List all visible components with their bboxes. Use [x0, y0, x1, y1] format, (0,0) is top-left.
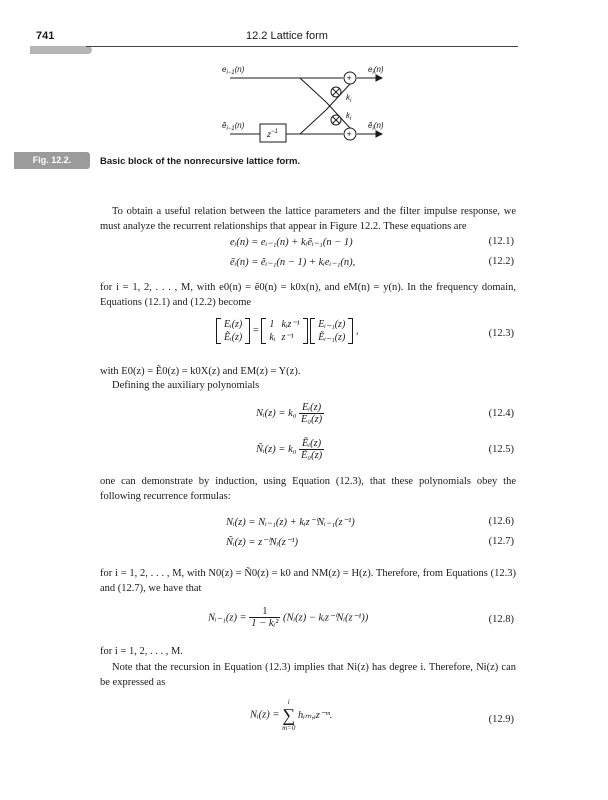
paragraph-5: one can demonstrate by induction, using Equation (12.3), that these polynomials obey the following recurrence formulas: — [100, 476, 516, 502]
equation-number: (12.3) — [488, 328, 514, 339]
label-k-bottom: $k_i$ — [346, 111, 352, 122]
equation-expr: ẽᵢ(n) = ẽᵢ₋₁(n − 1) + kᵢeᵢ₋₁(n), — [230, 257, 356, 268]
equation-12-5: Ñᵢ(z) = k₀ $\frac{\text{Ẽᵢ(z)}}{\text{Ẽ₀(z)}}$ (12.5) — [256, 438, 514, 461]
equation-12-6 — [100, 516, 516, 532]
label-delay: $z^{-1}$ — [267, 129, 278, 139]
equation-number: (12.9) — [488, 714, 514, 725]
header-tab-bar — [30, 46, 92, 54]
equation-number: (12.1) — [488, 236, 514, 247]
bottom-output-arrow — [376, 131, 382, 137]
page-number: 741 — [36, 30, 55, 42]
paragraph-4: Defining the auxiliary polynomials — [112, 380, 260, 391]
equation-number: (12.4) — [488, 408, 514, 419]
equation-number: (12.2) — [488, 256, 514, 267]
label-out-bottom: ẽ$_i$(n) — [368, 121, 384, 132]
equation-number: (12.8) — [488, 614, 514, 625]
top-output-arrow — [376, 75, 382, 81]
equation-12-8: Nᵢ₋₁(z) = $\frac{1}{\text{1 − kᵢ²}}$ (Nᵢ(z) − kᵢz⁻ⁱNᵢ(z⁻¹)) (12.8) — [208, 606, 514, 629]
paragraph-8: Note that the recursion in Equation (12.3) implies that Ni(z) has degree i. Therefore, Ni(z) can be expressed as — [100, 662, 516, 688]
equation-12-1 — [100, 236, 516, 252]
lattice-block-diagram — [200, 62, 440, 166]
equation-number: (12.6) — [488, 516, 514, 527]
paragraph-7: for i = 1, 2, . . . , M. — [100, 646, 183, 657]
equation-expr: Nᵢ(z) = Nᵢ₋₁(z) + kᵢz⁻ⁱNᵢ₋₁(z⁻¹) — [226, 517, 355, 528]
paragraph-6: for i = 1, 2, . . . , M, with N0(z) = Ñ0(z) = k0 and NM(z) = H(z). Therefore, from Equations (12.3) and (12.7), we have that — [100, 568, 516, 594]
transfer-matrix: 1 kᵢz⁻¹ kᵢ z⁻¹ — [261, 318, 307, 344]
figure-label: Fig. 12.2. — [14, 152, 90, 169]
equation-expr: Ñᵢ(z) = z⁻ⁱNᵢ(z⁻¹) — [226, 537, 299, 548]
running-head: 12.2 Lattice form — [246, 30, 328, 42]
label-k-top: $k_i$ — [346, 93, 352, 104]
paragraph-2: for i = 1, 2, . . . , M, with e0(n) = ẽ0(n) = k0x(n), and eM(n) = y(n). In the frequency domain, Equations (12.1) and (12.2) become — [100, 282, 516, 308]
equation-12-9: Nᵢ(z) = i ∑ m=0 hᵢₘ,ᵢz⁻ᵐ. (12.9) — [250, 698, 514, 732]
equation-expr: eᵢ(n) = eᵢ₋₁(n) + kᵢẽᵢ₋₁(n − 1) — [230, 237, 353, 248]
label-out-top: $e_i(n)$ — [368, 65, 384, 76]
equation-12-7 — [100, 536, 516, 552]
figure-caption: Basic block of the nonrecursive lattice form. — [100, 156, 301, 167]
lhs-vector: Eᵢ(z) Ẽᵢ(z) — [216, 318, 250, 344]
equation-12-3: Eᵢ(z) Ẽᵢ(z) = 1 kᵢz⁻¹ kᵢ z⁻¹ Eᵢ₋₁(z) Ẽᵢ₋₁(z) , (12.3) — [100, 316, 516, 356]
header-rule — [86, 46, 518, 47]
top-adder-symbol: + — [346, 73, 352, 83]
bottom-adder-symbol: + — [346, 129, 352, 139]
cross-path-a — [300, 78, 326, 102]
paragraph-1: To obtain a useful relation between the lattice parameters and the filter impulse response, we must analyze the recurrent relationships that appear in Figure 12.2. These equations are — [100, 206, 516, 232]
page-header — [0, 0, 608, 60]
rhs-vector: Eᵢ₋₁(z) Ẽᵢ₋₁(z) — [310, 318, 353, 344]
label-in-bottom: ẽ$_{i-1}$(n) — [222, 121, 245, 132]
equation-12-4: Nᵢ(z) = k₀ $\frac{\text{Eᵢ(z)}}{\text{E₀(z)}}$ (12.4) — [256, 402, 514, 425]
equation-number: (12.5) — [488, 444, 514, 455]
cross-path-b — [300, 110, 326, 134]
label-in-top: $e_{i-1}(n)$ — [222, 65, 245, 76]
paragraph-3: with E0(z) = Ẽ0(z) = k0X(z) and EM(z) = Y(z). — [100, 366, 301, 377]
equation-number: (12.7) — [488, 536, 514, 547]
equation-12-2 — [100, 256, 516, 272]
